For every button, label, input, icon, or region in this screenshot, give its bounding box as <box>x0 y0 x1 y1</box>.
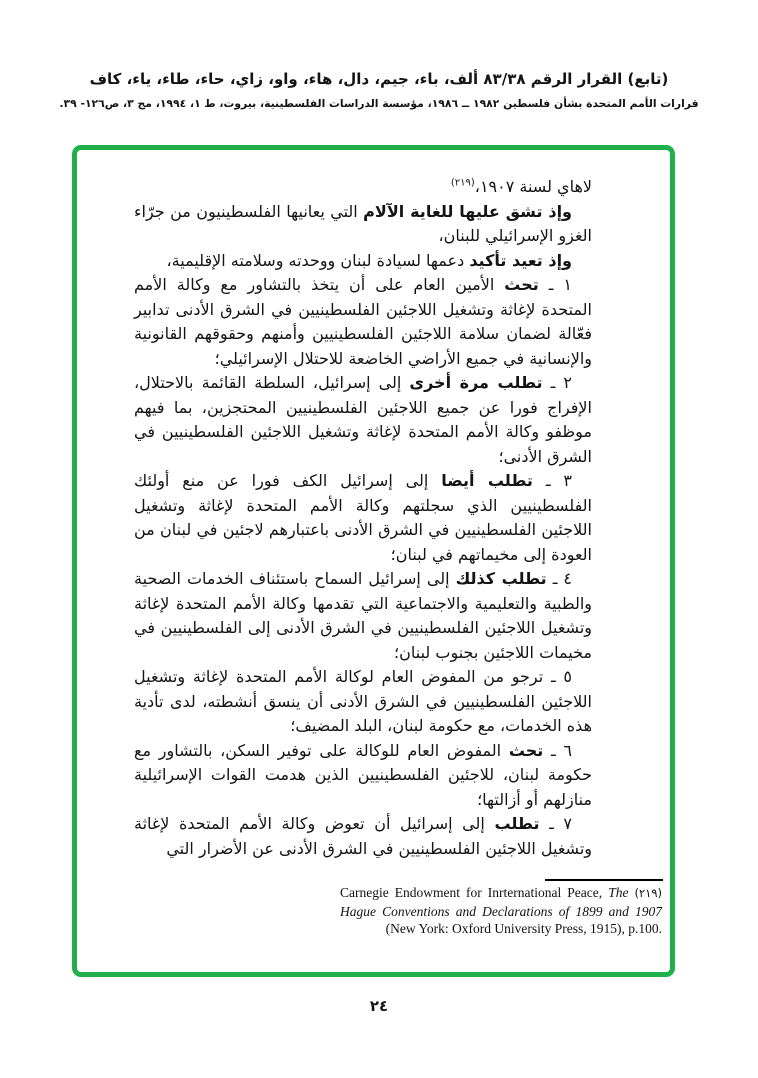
paragraph-number: ٦ ـ <box>543 740 573 760</box>
footnote-reference: (٢١٩) <box>450 177 475 189</box>
preamble-rest: دعمها لسيادة لبنان ووحدته وسلامته الإقليمية، <box>166 250 470 270</box>
operative-paragraph-6 <box>134 739 592 813</box>
preamble-paragraph <box>134 200 592 249</box>
paragraph-number: ٧ ـ <box>539 814 573 833</box>
paragraph-text: إلى إسرائيل الكف فورا عن منع أولئك الفلسطينيين الذي سجلتهم وكالة الأمم المتحدة لإغاثة وتشغيل اللاجئين الفلسطينيين في الشرق الأدنى باعتبارهم لاجئين في لبنان من العودة إلى مخيماتهم في لبنان؛ <box>134 471 592 564</box>
footnote-book-title: The Hague Conventions and Declarations of 1899 and 1907 <box>340 885 662 919</box>
operative-paragraph-3 <box>134 469 592 567</box>
resolution-title: (تابع) القرار الرقم ٨٣/٣٨ ألف، باء، جيم، دال، هاء، واو، زاي، حاء، طاء، ياء، كاف <box>89 70 669 88</box>
paragraph-text: إلى إسرائيل أن تعوض وكالة الأمم المتحدة لإغاثة وتشغيل اللاجئين الفلسطينيين في الشرق الأدنى عن الأضرار التي <box>134 814 592 858</box>
preamble-paragraph <box>134 249 592 274</box>
paragraph-lead: تحث <box>508 740 544 760</box>
paragraph-number: ٥ ـ <box>543 667 573 686</box>
footnote-text: (New York: Oxford University Press, 1915), p.100. <box>385 921 662 936</box>
paragraph-number: ٤ ـ <box>546 569 573 588</box>
paragraph-lead: تحث <box>504 275 539 294</box>
paragraph-text: ترجو من المفوض العام لوكالة الأمم المتحدة لإغاثة وتشغيل اللاجئين الفلسطينيين في الشرق الأدنى أن ينسق أنشطته، لدى تأدية هذه الخدمات، مع حكومة لبنان، البلد المضيف؛ <box>134 667 592 735</box>
paragraph-lead: تطلب مرة أخرى <box>409 373 543 392</box>
resolution-body <box>134 175 592 861</box>
operative-paragraph-4 <box>134 567 592 665</box>
preamble-lead: وإذ تشق عليها للغاية الآلام <box>363 201 572 221</box>
footnote-citation <box>340 885 662 936</box>
continuation-text: لاهاي لسنة ١٩٠٧، <box>474 177 592 196</box>
source-citation: قرارات الأمم المتحدة بشأن فلسطين ١٩٨٢ ــ ١٩٨٦، مؤسسة الدراسات الفلسطينية، بيروت، ط ١، ١٩٩٤، مج ٣، ص١٢٦- ٣٩. <box>59 97 699 110</box>
paragraph-lead: تطلب أيضا <box>441 471 533 490</box>
paragraph-text: إلى إسرائيل، السلطة القائمة بالاحتلال، الإفراج فورا عن جميع اللاجئين الفلسطينيين المحتجزين، بما فيهم موظفو وكالة الأمم المتحدة لإغاثة وتشغيل اللاجئين الفلسطينيين في الشرق الأدنى؛ <box>134 373 592 466</box>
preamble-rest: التي يعانيها الفلسطينيون من جرّاء الغزو الإسرائيلي للبنان، <box>134 201 592 245</box>
footnote-marker: (٢١٩) <box>634 886 662 900</box>
footnote <box>340 884 662 938</box>
header-citation <box>0 70 758 110</box>
operative-paragraph-7 <box>134 812 592 861</box>
paragraph-lead: تطلب <box>494 814 540 833</box>
paragraph-text: المفوض العام للوكالة على توفير السكن، بالتشاور مع حكومة لبنان، للاجئين الفلسطينيين الذين هدمت القوات الإسرائيلية منازلهم أو أزالتها؛ <box>134 740 592 809</box>
paragraph-number: ٣ ـ <box>532 471 572 490</box>
paragraph-number: ١ ـ <box>538 275 573 294</box>
paragraph-text: الأمين العام على أن يتخذ بالتشاور مع وكالة الأمم المتحدة لإغاثة وتشغيل اللاجئين الفلسطينيين في الشرق الأدنى تدابير فعّالة لضمان سلامة اللاجئين الفلسطينيين وأمنهم وحقوقهم القانونية والإنسانية في جميع الأراضي الخاضعة للاحتلال الإسرائيلي؛ <box>134 275 592 368</box>
page-number: ٢٤ <box>369 997 389 1015</box>
footnote-separator <box>545 879 663 881</box>
operative-paragraph-5 <box>134 665 592 739</box>
operative-paragraph-1 <box>134 273 592 371</box>
preamble-lead: وإذ تعيد تأكيد <box>469 250 572 270</box>
paragraph-lead: تطلب كذلك <box>455 569 547 588</box>
paragraph-text: إلى إسرائيل السماح باستئناف الخدمات الصحية والطبية والتعليمية والاجتماعية التي تقدمها وكالة الأمم المتحدة لإغاثة وتشغيل اللاجئين الفلسطينيين في الشرق الأدنى إلى الفلسطينيين في مخيمات اللاجئين بجنوب لبنان؛ <box>134 569 592 662</box>
operative-paragraph-2 <box>134 371 592 469</box>
continuation-line <box>134 175 592 200</box>
paragraph-number: ٢ ـ <box>542 373 573 392</box>
footnote-text: Carnegie Endowment for Inrternational Peace, <box>340 885 609 900</box>
